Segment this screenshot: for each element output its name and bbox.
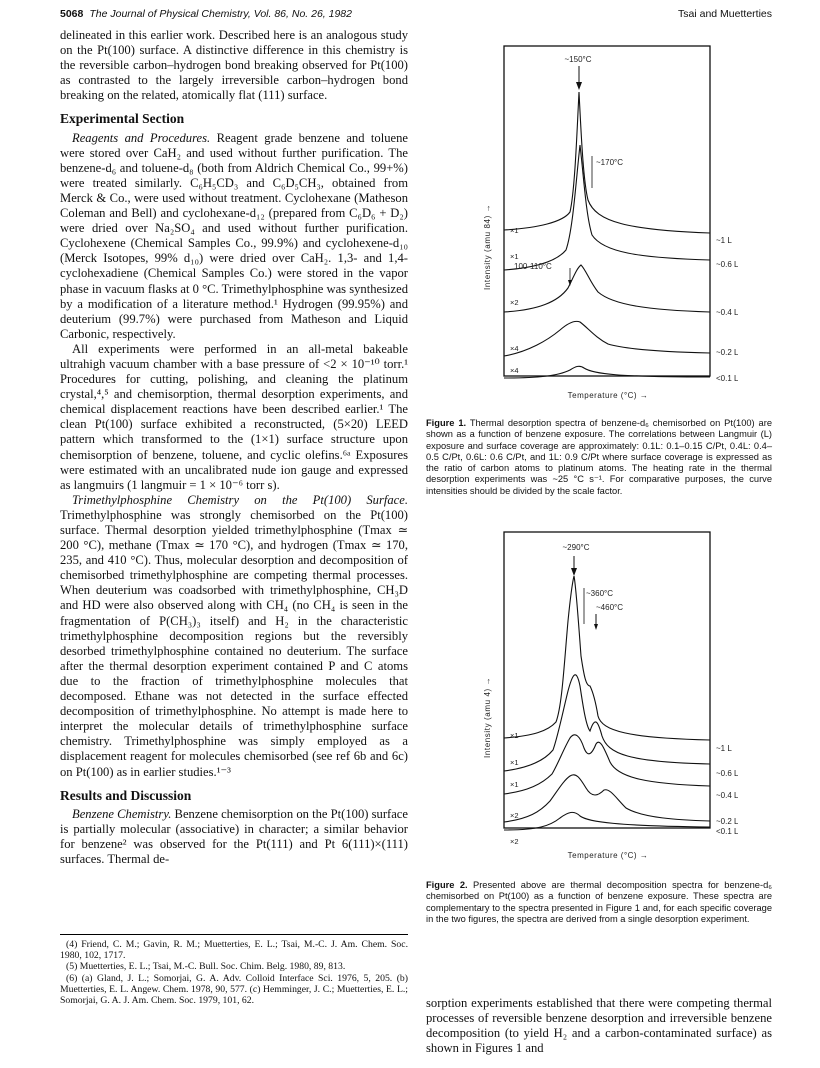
fig2-scale-2: ×1 <box>510 758 519 767</box>
fig2-curve-0.6L <box>504 675 710 771</box>
fig2-exposure-1L: ~1 L <box>716 744 732 753</box>
fig2-arrowhead-460 <box>594 624 598 630</box>
left-column <box>60 28 408 867</box>
fig1-exposure-0.1L: <0.1 L <box>716 374 738 383</box>
fig2-annotation-360: ~360°C <box>586 589 613 598</box>
figure-2-caption <box>426 880 772 925</box>
fig2-ylabel: Intensity (amu 4) → <box>483 676 492 758</box>
fig2-exposure-0.6L: ~0.6 L <box>716 769 738 778</box>
authors-header: Tsai and Muetterties <box>678 8 772 20</box>
figure-2-caption-text: Presented above are thermal decomposition spectra for benzene-d₆ chemisorbed on Pt(100) as a function of benzene exposure. These spectra are complementary to the spectra presented in Figure 1 and, for each specific coverage in the two figures, the spectra are derived from a single desorption experiment. <box>426 880 772 924</box>
fig1-annotation-170: ~170°C <box>596 158 623 167</box>
fig1-scale-2: ×1 <box>510 252 519 261</box>
fig1-annotation-100: 100-110°C <box>514 262 552 271</box>
fig1-arrowhead-150 <box>576 82 582 90</box>
fig2-curve-0.4L <box>504 735 710 794</box>
figure-2-plot <box>478 526 738 868</box>
subheading-benzene: Benzene Chemistry. <box>72 806 172 821</box>
fig1-exposure-0.6L: ~0.6 L <box>716 260 738 269</box>
page-number: 5068 <box>60 8 84 20</box>
figure-1-frame <box>504 46 710 376</box>
fig2-annotation-290: ~290°C <box>562 543 590 552</box>
paragraph-intro: delineated in this earlier work. Described here is an analogous study on the Pt(100) surface. A distinctive difference in this chemistry is the reversible carbon–hydrogen bond breaking observed for Pt(100) as contrasted to the largely irreversible carbon–hydrogen bond breaking on the related, atomically flat (111) surface. <box>60 28 408 103</box>
fig2-curve-0.2L <box>504 775 710 822</box>
fig1-arrowhead-100 <box>568 280 572 286</box>
fig1-exposure-0.2L: ~0.2 L <box>716 348 738 357</box>
paragraph-trimethylphosphine <box>60 493 408 780</box>
fig2-annotation-460: ~460°C <box>596 603 623 612</box>
fig1-curve-0.4L <box>504 265 710 312</box>
fig2-scale-5: ×2 <box>510 837 519 846</box>
subheading-reagents: Reagents and Procedures. <box>72 130 211 145</box>
footnote-6: (6) (a) Gland, J. L.; Somorjai, G. A. Adv. Colloid Interface Sci. 1976, 5, 205. (b) Muetterties, E. L. Angew. Chem. 1978, 90, 577. (c) Hemminger, J. C.; Muetterties, E. L.; Somorjai, G. A. J. Am. Chem. Soc. 1979, 101, 62. <box>60 972 408 1007</box>
fig1-curve-0.2L <box>504 321 710 356</box>
footnote-5: (5) Muetterties, E. L.; Tsai, M.-C. Bull. Soc. Chim. Belg. 1980, 89, 813. <box>66 961 346 973</box>
fig1-annotation-150: ~150°C <box>564 55 592 64</box>
figure-2-frame <box>504 532 710 828</box>
fig1-scale-1: ×1 <box>510 226 519 235</box>
fig2-exposure-0.2L: ~0.2 L <box>716 817 738 826</box>
section-heading-experimental: Experimental Section <box>60 111 185 127</box>
paragraph-experiments: All experiments were performed in an all-metal bakeable ultrahigh vacuum chamber with a base pressure of <2 × 10⁻¹⁰ torr.¹ Procedures for cutting, polishing, and cleaning the platinum crystal,⁴,⁵ and chemisorption, thermal desorption experiments, and chemical displacement reactions have been described earlier.¹ The clean Pt(100) surface exhibited a reconstructed, (5×20) LEED pattern which transformed to the (1×1) surface structure upon chemisorption of benzene, toluene, and cyclic olefins.⁶ᵃ Exposures were estimated with an uncalibrated nude ion gauge and expressed as langmuirs (1 langmuir = 1 × 10⁻⁶ torr s). <box>60 341 408 492</box>
figure-2-label: Figure 2. <box>426 880 468 890</box>
figure-1-caption <box>426 418 772 497</box>
fig2-xlabel: Temperature (°C) → <box>567 851 649 860</box>
section-heading-results: Results and Discussion <box>60 787 192 803</box>
right-column-body <box>426 996 772 1056</box>
paragraph-benzene <box>60 807 408 867</box>
fig1-scale-5: ×4 <box>510 366 519 375</box>
footnote-4: (4) Friend, C. M.; Gavin, R. M.; Muetterties, E. L.; Tsai, M.-C. J. Am. Chem. Soc. 1980, 102, 1717. <box>60 939 408 962</box>
fig2-scale-3: ×1 <box>510 780 519 789</box>
footnotes <box>60 934 408 1006</box>
fig2-curve-1L <box>504 576 710 740</box>
figure-1-label: Figure 1. <box>426 418 467 428</box>
paragraph-reagents-text: Reagent grade benzene and toluene were stored over CaH₂ and used without further purification. The benzene-d₆ and toluene-d₈ (both from Aldrich Chemical Co., 99+%) were treated similarly. C₆H₅CD₃ and C₆D₅CH₃, obtained from Merck & Co., were used without treatment. Cyclohexane (Matheson Coleman and Bell) and cyclohexane-d₁₂ (prepared from C₆D₆ + D₂) were dried over Na₂SO₄ and used without further purification. Cyclohexene (Chemical Samples Co., 99.9%) and cyclohexene-d₁₀ (Merck Isotopes, 99% d₁₀) were dried over CaH₂. 1,3- and 1,4-cyclohexadiene (Chemical Samples Co.) were stored in the vapor phase in vacuum flasks at 0 °C. Trimethylphosphine was synthesized by a modification of a literature method.¹ Hydrogen (99.95%) and deuterium (99.7%) were purchased from Matheson and Liquid Carbonic, respectively. <box>60 130 408 341</box>
paragraph-benzene-text: Benzene chemisorption on the Pt(100) surface is partially molecular (associative) in character; a similar behavior for benzene² was observed for the Pt(111) and Pt 6(111)×(111) surfaces. Thermal de- <box>60 806 408 866</box>
fig1-exposure-1L: ~1 L <box>716 236 732 245</box>
fig2-exposure-0.1L: <0.1 L <box>716 827 738 836</box>
figure-1-caption-text: Thermal desorption spectra of benzene-d₆ chemisorbed on Pt(100) are shown as a function of benzene exposure. The correlations between Langmuir (L) exposure and surface coverage are approximately: 0.1L: 0.1–0.15 C/Pt, 0.4L: 0.4–0.5 C/Pt, 0.6L: 0.6 C/Pt, and 1L: 0.9 C/Pt where surface coverage is expressed as the ratio of carbon atoms to platinum atoms. The heating rate in the thermal desorption experiments was ~25 °C s⁻¹. For comparative purposes, the curve intensities should be divided by the scale factor. <box>426 418 772 496</box>
fig1-scale-3: ×2 <box>510 298 519 307</box>
fig2-arrowhead-290 <box>571 568 577 576</box>
journal-citation: The Journal of Physical Chemistry, Vol. 86, No. 26, 1982 <box>89 8 352 20</box>
fig1-scale-4: ×4 <box>510 344 519 353</box>
fig1-ylabel: Intensity (amu 84) → <box>483 203 492 290</box>
paragraph-trimethylphosphine-text: Trimethylphosphine was strongly chemisorbed on the Pt(100) surface. Thermal desorption yielded trimethylphosphine (Tmax ≃ 200 °C), methane (Tmax ≃ 170 °C), and hydrogen (Tmax ≃ 170, 235, and 410 °C). Thus, molecular desorption and decomposition of chemisorbed trimethylphosphine are competing thermal processes. When deuterium was coadsorbed with trimethylphosphine, CH₃D and HD were also observed along with CH₄ (no CH₄ is seen in the fragmentation of P(CH₃)₃ itself) and H₂ in the characteristic trimethylphosphine decomposition regions but the reversibly desorbed trimethylphosphine contained no deuterium. The surface after the thermal desorption experiment contained P and C atoms due to the fraction of trimethylphosphine molecules that decomposed. Ethane was not detected in the surface effected decomposition of trimethylphosphine. No attempt is made here to interpret the molecular details of trimethylphosphine surface chemistry. Trimethylphosphine was simply employed as a displacement reagent for molecules chemisorbed (see ref 6b and 6c) on Pt(100) as in earlier studies.¹⁻³ <box>60 507 408 779</box>
paragraph-reagents <box>60 131 408 342</box>
fig2-scale-4: ×2 <box>510 811 519 820</box>
fig2-scale-1: ×1 <box>510 731 519 740</box>
fig1-xlabel: Temperature (°C) → <box>567 391 649 400</box>
figure-1-plot <box>478 40 738 410</box>
subheading-trimethylphosphine: Trimethylphosphine Chemistry on the Pt(100) Surface. <box>72 492 408 507</box>
paragraph-right-continuation: sorption experiments established that there were competing thermal processes of reversible benzene desorption and irreversible benzene decomposition (to yield H₂ and a carbon-contaminated surface) as shown in Figures 1 and <box>426 996 772 1056</box>
fig1-exposure-0.4L: ~0.4 L <box>716 308 738 317</box>
fig2-exposure-0.4L: ~0.4 L <box>716 791 738 800</box>
